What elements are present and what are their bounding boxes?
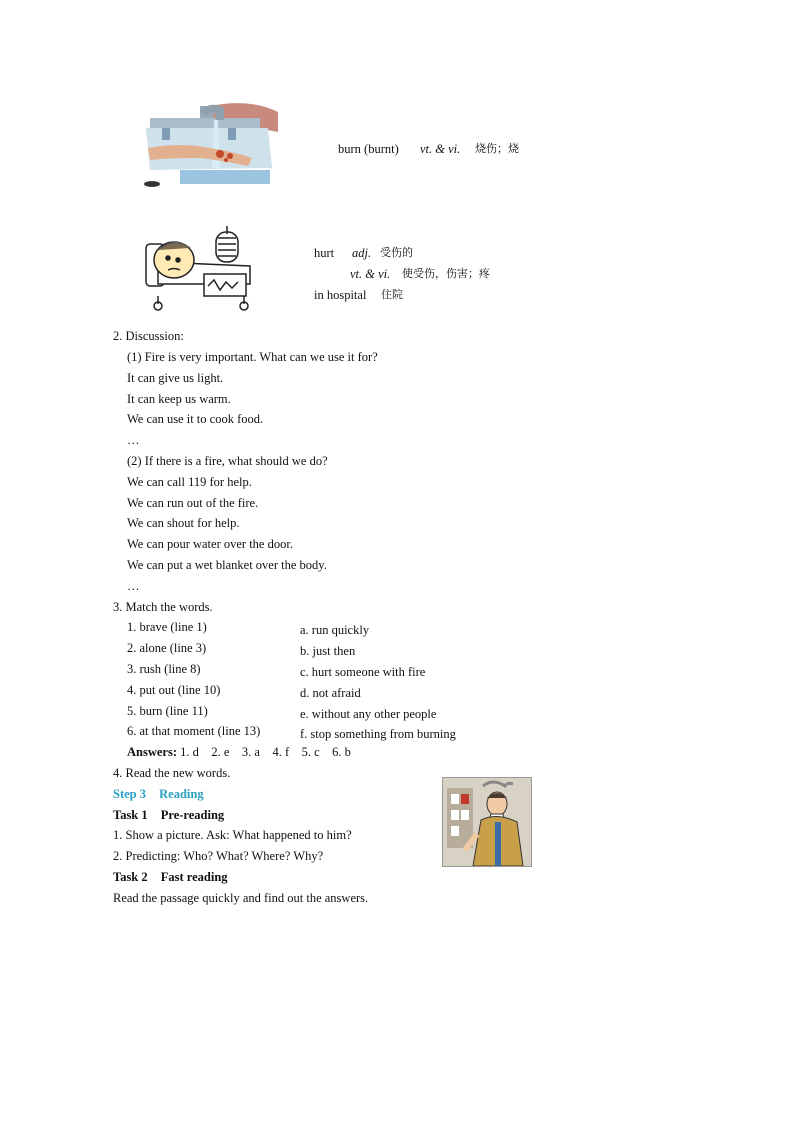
discussion-ellipsis: …: [127, 579, 140, 593]
match-right-item: d. not afraid: [300, 686, 361, 700]
match-right-item: c. hurt someone with fire: [300, 665, 426, 679]
match-left-item: 4. put out (line 10): [127, 683, 221, 697]
vocab-hospital-word: in hospital: [314, 288, 367, 302]
vocab-burn-word: burn (burnt): [338, 142, 399, 156]
discussion-answer: We can use it to cook food.: [127, 412, 264, 426]
discussion-question-2: (2) If there is a fire, what should we do?: [127, 454, 328, 468]
match-right-item: b. just then: [300, 644, 356, 658]
discussion-answer: We can call 119 for help.: [127, 475, 252, 489]
task2-heading: [113, 869, 228, 885]
match-heading: 3. Match the words.: [113, 600, 213, 614]
task2-title: Fast reading: [160, 870, 228, 884]
task1-title: Pre-reading: [160, 808, 225, 822]
vocab-hurt-meaning2: 使受伤，伤害；疼: [402, 267, 490, 280]
task1-item: 2. Predicting: Who? What? Where? Why?: [113, 849, 324, 863]
vocab-hurt-pos1: adj.: [352, 246, 372, 260]
answers-text: 1. d 2. e 3. a 4. f 5. c 6. b: [180, 745, 351, 759]
discussion-question-1: (1) Fire is very important. What can we use it for?: [127, 350, 378, 364]
step3-title: Reading: [159, 787, 204, 801]
match-left-item: 1. brave (line 1): [127, 620, 207, 634]
discussion-answer: It can give us light.: [127, 371, 224, 385]
task2-instruction: Read the passage quickly and find out the answers.: [113, 891, 369, 905]
discussion-ellipsis: …: [127, 433, 140, 447]
match-answers: [127, 744, 351, 760]
step3-heading: [113, 786, 204, 802]
step3-label: Step 3: [113, 787, 146, 801]
answers-label: Answers:: [127, 745, 177, 759]
vocab-hospital-meaning: 住院: [381, 288, 403, 301]
vocab-hurt-pos2: vt. & vi.: [350, 267, 391, 281]
hospital-patient-illustration: [138, 222, 258, 312]
discussion-answer: We can run out of the fire.: [127, 496, 259, 510]
task1-item: 1. Show a picture. Ask: What happened to him?: [113, 828, 352, 842]
task1-label: Task 1: [113, 808, 148, 822]
injured-man-illustration: [442, 777, 532, 867]
vocab-hurt-word: hurt: [314, 246, 335, 260]
discussion-answer: We can shout for help.: [127, 516, 240, 530]
burn-illustration: [140, 98, 282, 190]
match-right-item: f. stop something from burning: [300, 727, 456, 741]
discussion-answer: We can put a wet blanket over the body.: [127, 558, 327, 572]
match-left-item: 2. alone (line 3): [127, 641, 207, 655]
vocab-burn-meaning: 烧伤；烧: [475, 142, 519, 155]
discussion-answer: We can pour water over the door.: [127, 537, 293, 551]
discussion-heading: 2. Discussion:: [113, 329, 184, 343]
match-left-item: 6. at that moment (line 13): [127, 724, 261, 738]
task2-label: Task 2: [113, 870, 148, 884]
match-left-item: 5. burn (line 11): [127, 704, 208, 718]
task1-heading: [113, 807, 224, 823]
match-right-item: a. run quickly: [300, 623, 370, 637]
discussion-answer: It can keep us warm.: [127, 392, 231, 406]
vocab-burn-pos: vt. & vi.: [420, 142, 461, 156]
read-new-words: 4. Read the new words.: [113, 766, 231, 780]
match-right-item: e. without any other people: [300, 707, 437, 721]
vocab-hurt-meaning1: 受伤的: [380, 246, 413, 259]
match-left-item: 3. rush (line 8): [127, 662, 201, 676]
